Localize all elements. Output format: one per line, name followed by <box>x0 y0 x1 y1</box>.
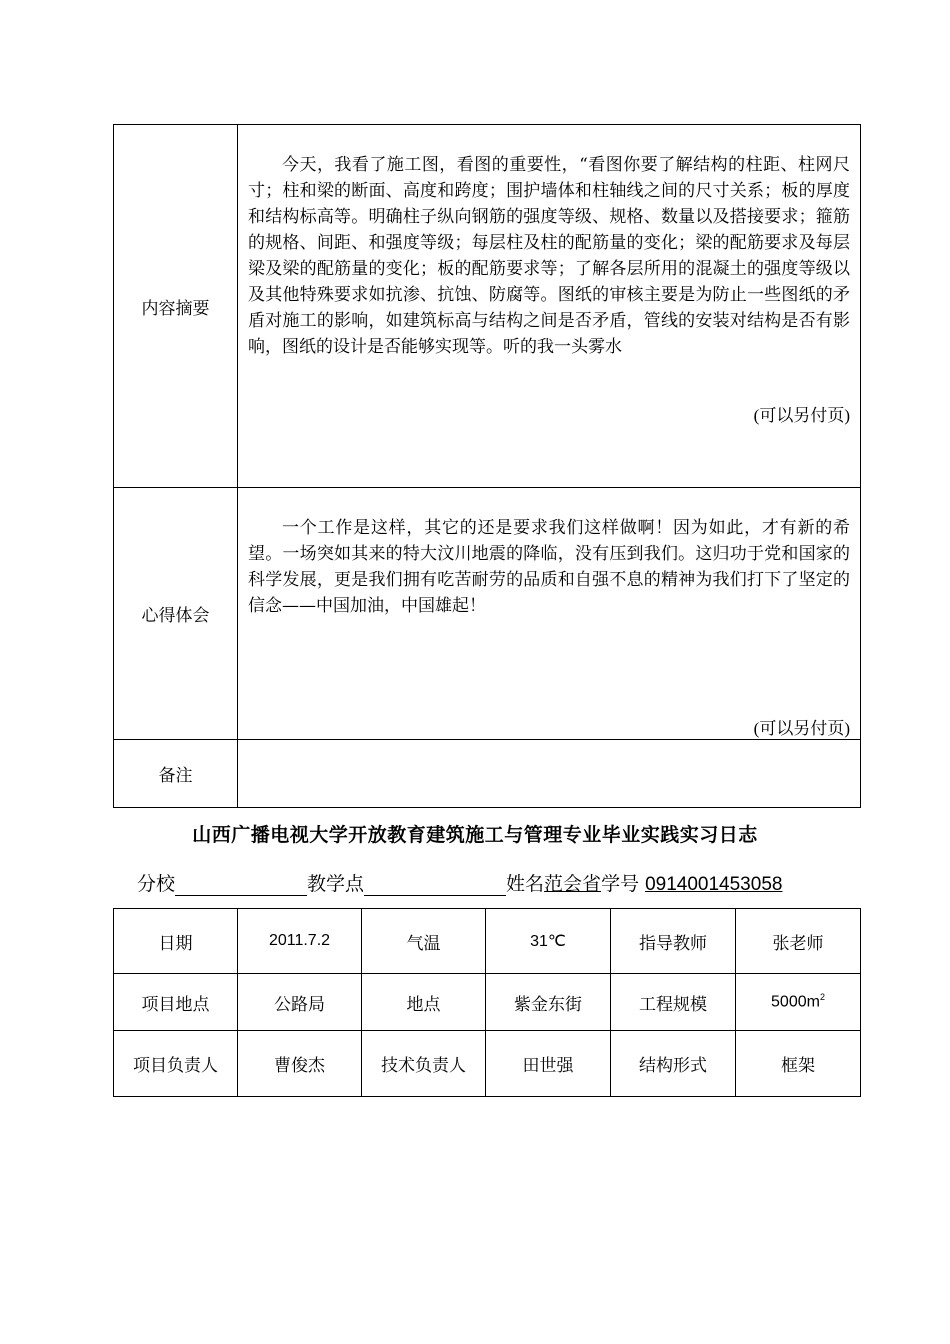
date-label: 日期 <box>114 909 238 974</box>
project-scale-label: 工程规模 <box>611 974 736 1031</box>
site-value: 紫金东街 <box>486 974 611 1031</box>
student-info-line <box>137 869 782 896</box>
structure-type-value: 框架 <box>736 1031 861 1097</box>
site-label: 地点 <box>362 974 486 1031</box>
table-row <box>114 974 861 1031</box>
instructor-label: 指导教师 <box>611 909 736 974</box>
reflection-text: 一个工作是这样，其它的还是要求我们这样做啊！因为如此，才有新的希望。一场突如其来的特大汶川地震的降临，没有压到我们。这归功于党和国家的科学发展，更是我们拥有吃苦耐劳的品质和自强不息的精神为我们打下了坚定的信念——中国加油，中国雄起！ <box>248 518 850 616</box>
project-manager-label: 项目负责人 <box>114 1031 238 1097</box>
instructor-value: 张老师 <box>736 909 861 974</box>
technical-lead-label: 技术负责人 <box>362 1031 486 1097</box>
technical-lead-value: 田世强 <box>486 1031 611 1097</box>
page-title: 山西广播电视大学开放教育建筑施工与管理专业毕业实践实习日志 <box>192 824 758 846</box>
date-value: 2011.7.2 <box>238 909 362 974</box>
project-scale-unit-superscript: 2 <box>819 992 825 1003</box>
student-id-label: 学号 <box>601 873 640 895</box>
student-id-value: 0914001453058 <box>645 874 783 895</box>
branch-label: 分校 <box>137 873 176 895</box>
table-row <box>114 909 861 974</box>
name-label: 姓名 <box>506 873 545 895</box>
project-location-value: 公路局 <box>238 974 362 1031</box>
summary-text: 今天，我看了施工图，看图的重要性，“看图你要了解结构的柱距、柱网尺寸；柱和梁的断面、高度和跨度；围护墙体和柱轴线之间的尺寸关系；板的厚度和结构标高等。明确柱子纵向钢筋的强度等级、规格、数量以及搭接要求；箍筋的规格、间距、和强度等级；每层柱及柱的配筋量的变化；梁的配筋要求及每层梁及梁的配筋量的变化；板的配筋要求等；了解各层所用的混凝土的强度等级以及其他特殊要求如抗渗、抗蚀、防腐等。图纸的审核主要是为防止一些图纸的矛盾对施工的影响，如建筑标高与结构之间是否矛盾，管线的安装对结构是否有影响，图纸的设计是否能够实现等。听的我一头雾水 <box>248 155 850 357</box>
structure-type-label: 结构形式 <box>611 1031 736 1097</box>
branch-field <box>175 874 307 896</box>
summary-label: 内容摘要 <box>114 125 238 488</box>
teaching-point-field <box>364 874 506 896</box>
temperature-label: 气温 <box>362 909 486 974</box>
project-location-label: 项目地点 <box>114 974 238 1031</box>
project-info-table <box>113 908 861 1097</box>
project-scale-cell <box>736 974 861 1031</box>
reflection-cell <box>238 488 861 740</box>
summary-continue-note: (可以另付页) <box>753 406 850 425</box>
remarks-value <box>238 740 861 808</box>
summary-cell <box>238 125 861 488</box>
name-value: 范会省 <box>544 873 602 895</box>
teaching-point-label: 教学点 <box>307 873 365 895</box>
reflection-continue-note: (可以另付页) <box>753 719 850 738</box>
project-scale-value: 5000m <box>771 993 820 1011</box>
remarks-label: 备注 <box>114 740 238 808</box>
log-table <box>113 124 861 808</box>
temperature-value: 31℃ <box>486 909 611 974</box>
table-row <box>114 1031 861 1097</box>
project-manager-value: 曹俊杰 <box>238 1031 362 1097</box>
reflection-label: 心得体会 <box>114 488 238 740</box>
